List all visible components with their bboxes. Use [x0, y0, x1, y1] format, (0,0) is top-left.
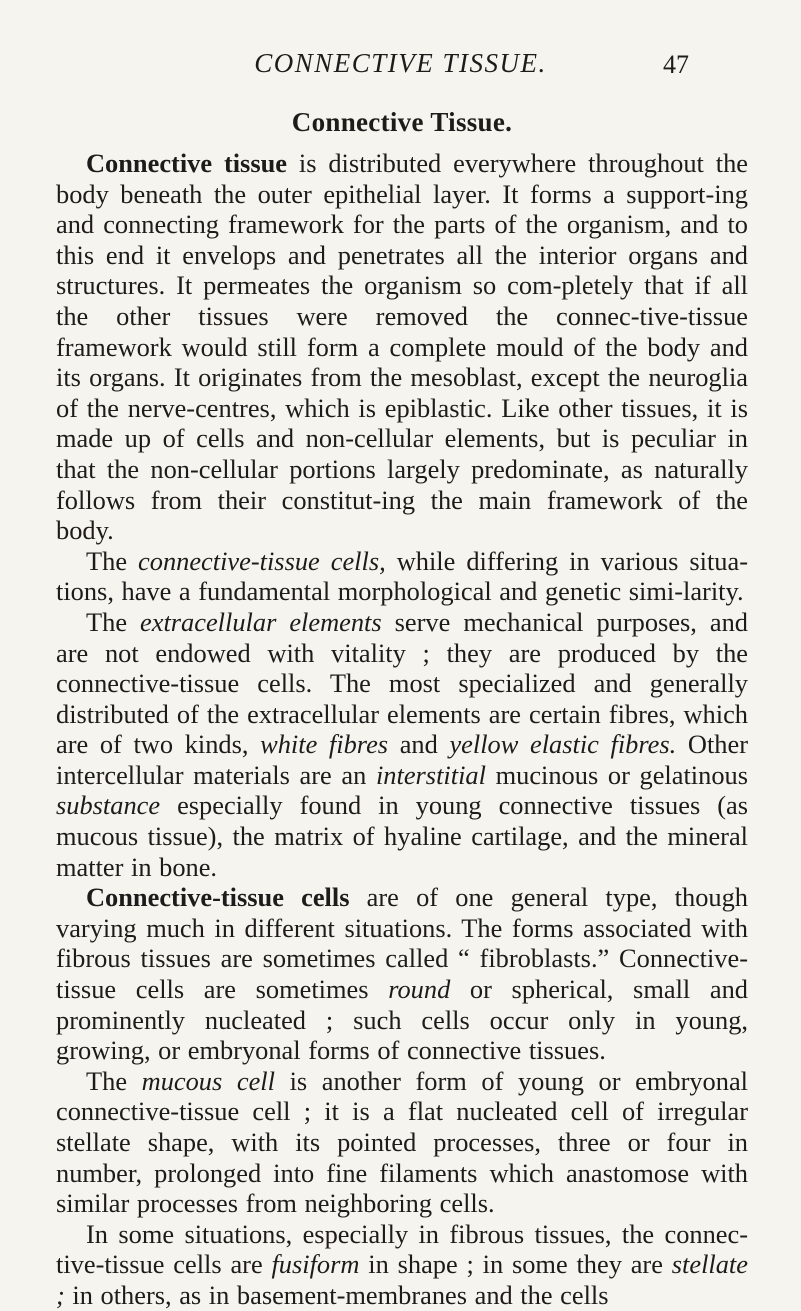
paragraph-cell-types [56, 882, 748, 1066]
term-connective-tissue-cells: connective-tissue cells, [138, 545, 386, 576]
paragraph-connective-tissue [56, 148, 748, 546]
text-run: The [86, 1065, 142, 1096]
term-yellow-elastic-fibres: yellow elastic fibres. [449, 729, 677, 760]
text-run: and [388, 729, 450, 760]
term-substance: substance [56, 790, 161, 821]
text-run: especially found in young connective tissues (as mucous tissue), the matrix of hyaline cartilage, and the mineral matter in bone. [56, 790, 748, 882]
text-run: are of one general type, though varying much in different situations. The forms associated with fibrous tissues are sometimes called “ fibroblasts.” Connective-tissue cells are sometimes [56, 882, 748, 1005]
term-connective-tissue-cells-bold: Connective-tissue cells [86, 882, 350, 913]
text-run: mucinous or gelatinous [485, 759, 748, 790]
text-run: The [86, 606, 141, 637]
text-run: is another form of young or embryonal connective-tissue cell ; it is a flat nucleated cell of irregular stellate shape, with its pointed processes, three or four in number, prolonged into fine filaments which anastomose with similar processes from neighboring cells. [56, 1065, 748, 1219]
term-extracellular-elements: extracellular elements [140, 606, 382, 637]
running-head [0, 44, 801, 84]
text-run: The [86, 545, 139, 576]
text-run: in others, as in basement-membranes and the cells [64, 1279, 609, 1310]
paragraph-cell-shapes [56, 1219, 748, 1311]
section-title: Connective Tissue. [291, 107, 513, 137]
text-run: in shape ; in some they are [359, 1249, 672, 1280]
text-run: Other intercellular materials are an [56, 729, 748, 790]
term-connective-tissue: Connective tissue [86, 148, 287, 178]
paragraph-extracellular-elements [56, 607, 748, 882]
text-run: while differing in various situa-tions, have a fundamental morphological and genetic simi-larity. [56, 545, 748, 607]
term-interstitial: interstitial [375, 759, 486, 790]
term-white-fibres: white fibres [260, 729, 389, 760]
term-mucous-cell: mucous cell [141, 1065, 275, 1096]
text-run: In some situations, especially in fibrous tissues, the connec-tive-tissue cells are [56, 1218, 748, 1280]
paragraph-text: is distributed everywhere throughout the body beneath the outer epithelial layer. It forms a support-ing and connecting framework for the parts of the organism, and to this end it envelops and penetrates all the interior organs and structures. It permeates the organism so com-pletely that if all the other tissues were removed the connec-tive-tissue framework would still form a complete mould of the body and its organs. It originates from the mesoblast, except the neuroglia of the nerve-centres, which is epiblastic. Like other tissues, it is made up of cells and non-cellular elements, but is peculiar in that the non-cellular portions largely predominate, as naturally follows from their constitut-ing the main framework of the body. [56, 148, 749, 546]
term-round: round [388, 974, 451, 1005]
term-stellate: stellate ; [56, 1249, 748, 1310]
text-body [56, 104, 748, 1311]
text-run: or spherical, small and prominently nucleated ; such cells occur only in young, growing, or embryonal forms of connective tissues. [56, 974, 748, 1066]
paragraph-mucous-cell [56, 1066, 748, 1219]
running-title: CONNECTIVE TISSUE. [254, 48, 547, 78]
paragraph-connective-tissue-cells [56, 546, 748, 607]
term-fusiform: fusiform [271, 1249, 360, 1280]
text-run: serve mechanical purposes, and are not endowed with vitality ; they are produced by the connective-tissue cells. The most specialized and generally distributed of the extracellular elements are certain fibres, which are of two kinds, [56, 606, 748, 760]
page-number: 47 [663, 50, 689, 79]
